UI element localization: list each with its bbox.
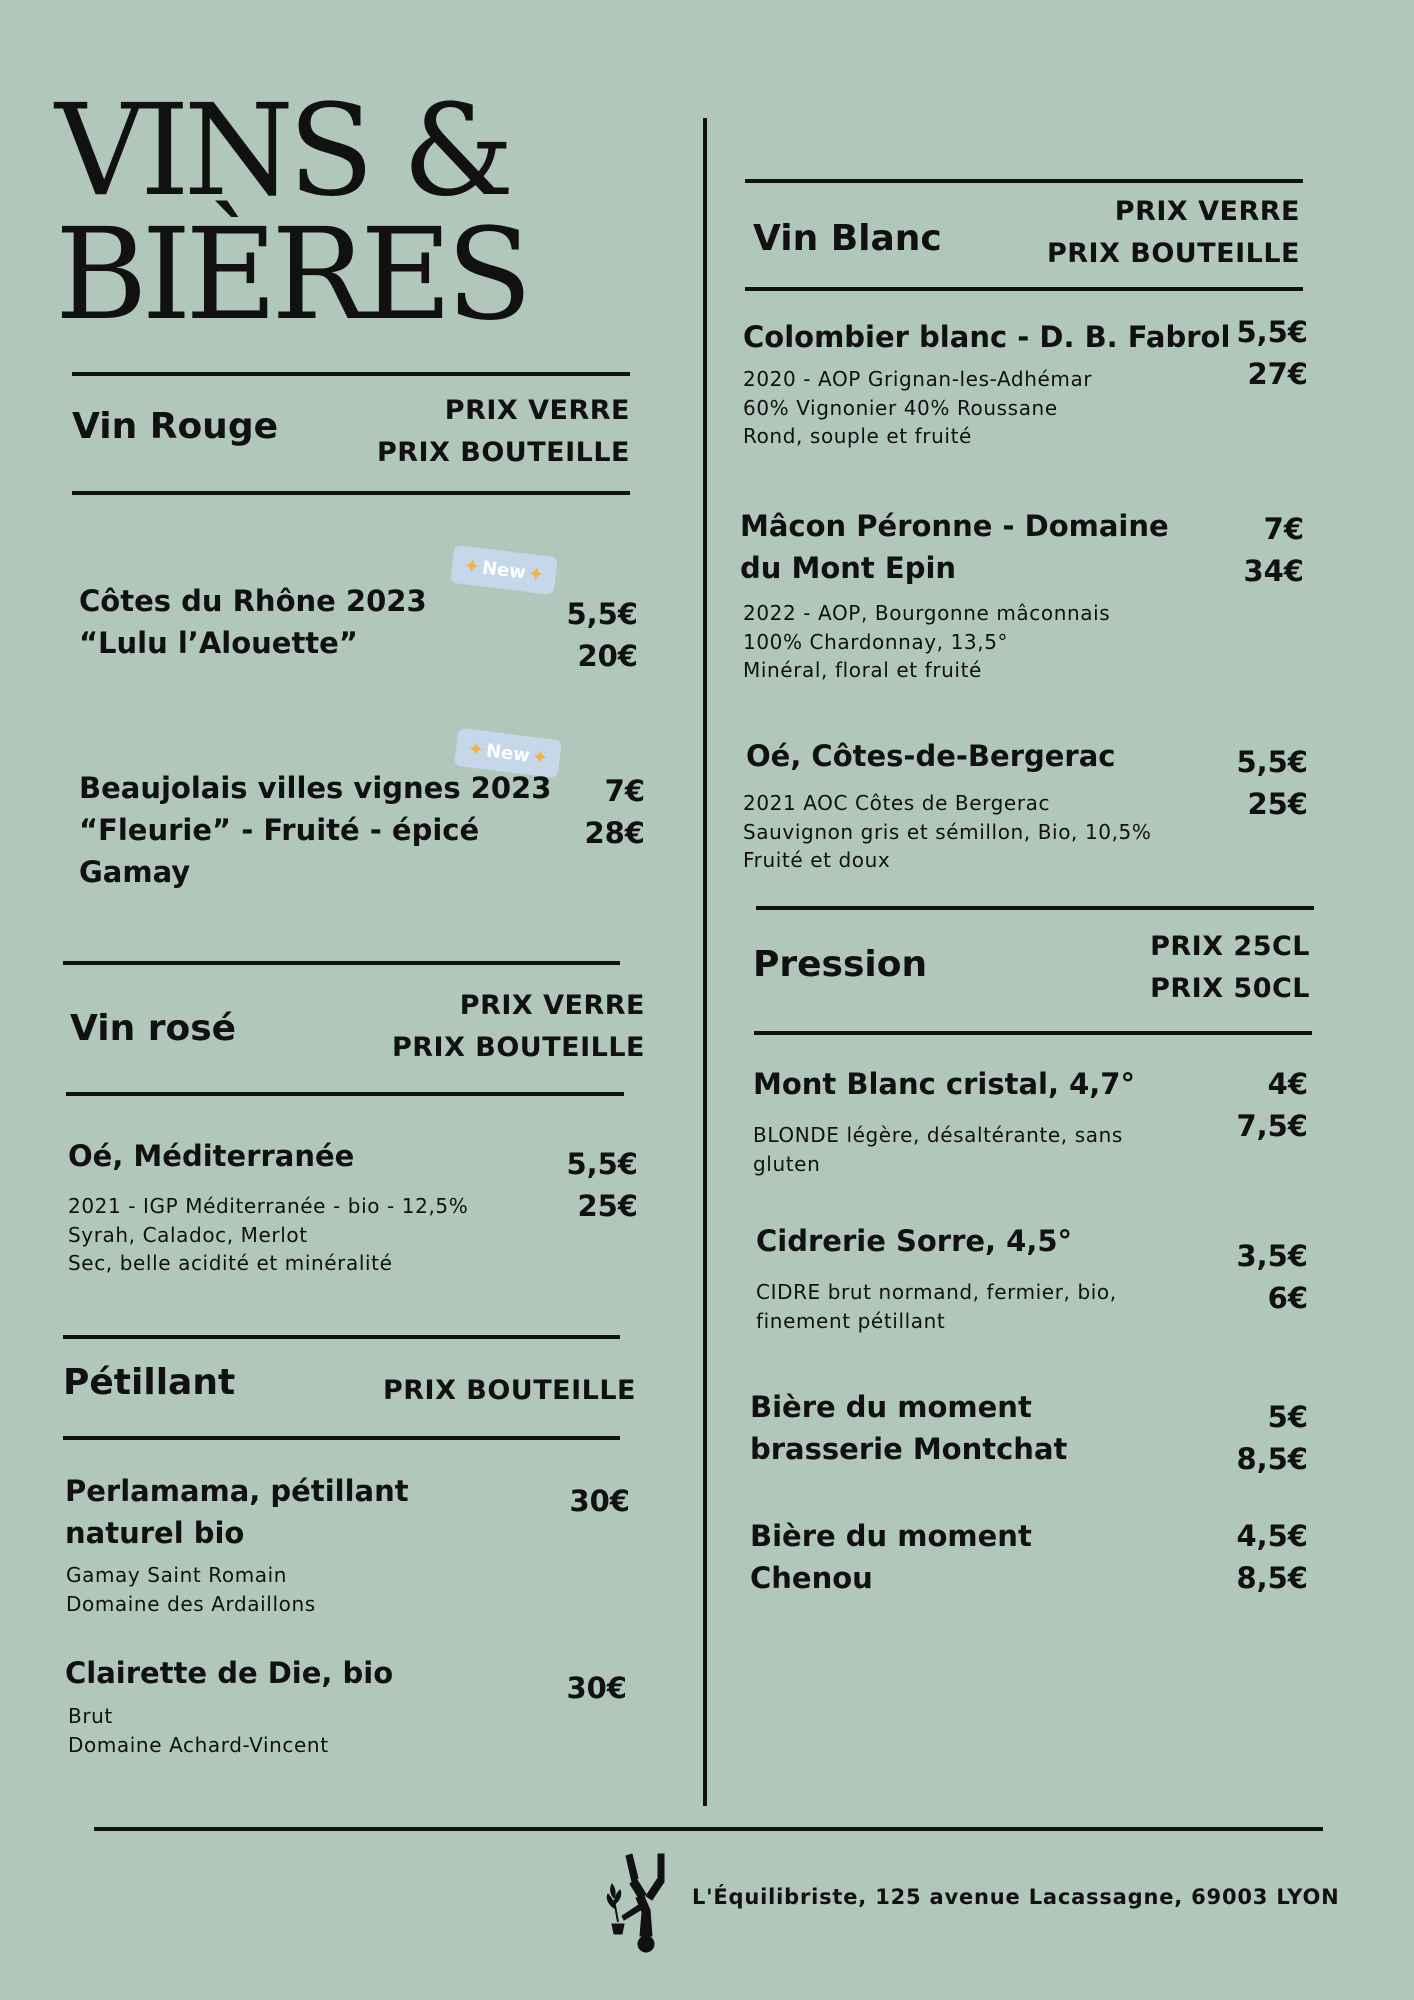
divider — [66, 1092, 624, 1096]
divider — [754, 1031, 1312, 1035]
wine-name — [65, 1652, 393, 1694]
price-header — [1010, 926, 1310, 1010]
wine-prices — [500, 593, 638, 677]
beer-description — [756, 1278, 1117, 1335]
beer-name — [753, 1063, 1135, 1105]
price-header-50cl: PRIX 50CL — [1150, 973, 1310, 1004]
wine-description-line: Domaine des Ardaillons — [66, 1591, 316, 1616]
wine-description-line: Rond, souple et fruité — [743, 424, 972, 448]
price-glass: 5,5€ — [566, 1147, 638, 1181]
price-glass: 7€ — [1263, 512, 1304, 546]
wine-description-line: Domaine Achard-Vincent — [68, 1732, 329, 1757]
wine-prices — [1210, 741, 1308, 825]
section-title-vin-rose: Vin rosé — [70, 1008, 237, 1049]
price-bottle: 30€ — [569, 1484, 630, 1518]
beer-prices — [1210, 1063, 1308, 1147]
wine-name — [740, 505, 1169, 589]
price-25cl: 4€ — [1267, 1067, 1308, 1101]
badge-label: New — [480, 556, 528, 584]
beer-description-line: finement pétillant — [756, 1308, 946, 1333]
wine-prices — [500, 1143, 638, 1227]
price-bottle: 28€ — [584, 816, 645, 850]
wine-description-line: 60% Vignonier 40% Roussane — [743, 395, 1058, 420]
sparkle-icon: ✦ — [462, 553, 482, 579]
beer-name — [750, 1386, 1067, 1470]
wine-name-line: Perlamama, pétillant — [65, 1474, 409, 1508]
price-header-bottle: PRIX BOUTEILLE — [391, 1032, 645, 1063]
wine-description — [68, 1702, 329, 1759]
wine-name — [743, 316, 1230, 358]
wine-name-line: du Mont Epin — [740, 551, 957, 585]
price-glass: 5,5€ — [566, 597, 638, 631]
price-header-25cl: PRIX 25CL — [1150, 931, 1310, 962]
price-header-glass: PRIX VERRE — [1114, 196, 1300, 227]
wine-description — [743, 789, 1151, 875]
wine-description-line: Syrah, Caladoc, Merlot — [68, 1222, 308, 1247]
price-header-bottle: PRIX BOUTEILLE — [1046, 238, 1300, 269]
wine-prices — [500, 1667, 627, 1709]
divider — [72, 372, 630, 376]
beer-name-line: Chenou — [750, 1561, 873, 1595]
beer-prices — [1210, 1235, 1308, 1319]
wine-description-line: 2020 - AOP Grignan-les-Adhémar — [743, 367, 1093, 391]
wine-description-line: 2021 - IGP Méditerranée - bio - 12,5% — [68, 1194, 469, 1218]
wine-name-line: Mâcon Péronne - Domaine — [740, 509, 1169, 543]
price-50cl: 7,5€ — [1236, 1109, 1308, 1143]
beer-description-line: BLONDE légère, désaltérante, sans — [753, 1123, 1123, 1147]
wine-description-line: Fruité et doux — [743, 848, 891, 872]
section-title-petillant: Pétillant — [63, 1362, 236, 1403]
price-50cl: 8,5€ — [1236, 1442, 1308, 1476]
sparkle-icon: ✦ — [530, 744, 550, 770]
price-header-glass: PRIX VERRE — [459, 990, 645, 1021]
wine-description-line: Gamay Saint Romain — [66, 1563, 288, 1587]
wine-name-line: Côtes du Rhône 2023 — [79, 584, 427, 618]
divider — [72, 491, 630, 495]
divider — [63, 961, 620, 965]
price-glass: 5,5€ — [1236, 315, 1308, 349]
wine-description — [743, 365, 1092, 451]
price-25cl: 5€ — [1267, 1400, 1308, 1434]
sparkle-icon: ✦ — [526, 561, 546, 587]
wine-name — [79, 767, 551, 893]
column-divider — [703, 118, 707, 1806]
wine-name-line: Clairette de Die, bio — [65, 1656, 394, 1690]
beer-prices — [1210, 1515, 1308, 1599]
wine-name — [746, 735, 1116, 777]
beer-description-line: CIDRE brut normand, fermier, bio, — [756, 1280, 1117, 1304]
price-bottle: 20€ — [577, 639, 638, 673]
wine-name-line: Beaujolais villes vignes 2023 — [79, 771, 552, 805]
wine-prices — [520, 770, 645, 854]
price-header-glass: PRIX VERRE — [444, 395, 630, 426]
badge-label: New — [484, 739, 532, 767]
beer-name-line: Mont Blanc cristal, 4,7° — [753, 1067, 1135, 1101]
price-header-bottle: PRIX BOUTEILLE — [382, 1375, 636, 1406]
wine-name-line: naturel bio — [65, 1516, 245, 1550]
beer-name-line: Bière du moment — [750, 1390, 1032, 1424]
wine-description-line: Brut — [68, 1704, 113, 1728]
wine-prices — [1210, 311, 1308, 395]
wine-description-line: 2021 AOC Côtes de Bergerac — [743, 791, 1051, 815]
price-header-bottle: PRIX BOUTEILLE — [376, 437, 630, 468]
divider — [745, 179, 1303, 183]
beer-name-line: Cidrerie Sorre, 4,5° — [756, 1224, 1073, 1258]
beer-name-line: Bière du moment — [750, 1519, 1032, 1553]
price-header — [336, 1370, 636, 1412]
divider — [63, 1335, 620, 1339]
divider — [756, 906, 1314, 910]
beer-prices — [1210, 1396, 1308, 1480]
beer-description-line: gluten — [753, 1151, 821, 1176]
wine-name-line: Oé, Côtes-de-Bergerac — [746, 739, 1116, 773]
wine-description — [743, 599, 1110, 685]
price-bottle: 27€ — [1247, 357, 1308, 391]
price-50cl: 6€ — [1267, 1281, 1308, 1315]
price-glass: 7€ — [604, 774, 645, 808]
price-bottle: 25€ — [1247, 787, 1308, 821]
wine-name: Oé, Méditerranée — [68, 1139, 355, 1173]
wine-name-line: “Fleurie” - Fruité - épicé — [79, 813, 480, 847]
wine-description — [68, 1192, 468, 1278]
wine-description-line: Sauvignon gris et sémillon, Bio, 10,5% — [743, 819, 1152, 844]
beer-description — [753, 1121, 1123, 1178]
wine-description-line: Sec, belle acidité et minéralité — [68, 1251, 393, 1275]
beer-name — [750, 1515, 1032, 1599]
wine-description-line: 2022 - AOP, Bourgonne mâconnais — [743, 601, 1111, 625]
new-badge — [450, 545, 558, 595]
wine-name-line: “Lulu l’Alouette” — [79, 626, 358, 660]
price-bottle: 25€ — [577, 1189, 638, 1223]
footer-divider — [94, 1827, 1323, 1831]
wine-name — [79, 580, 427, 664]
divider — [745, 287, 1303, 291]
price-25cl: 4,5€ — [1236, 1519, 1308, 1553]
divider — [63, 1436, 620, 1440]
section-title-pression: Pression — [753, 944, 928, 985]
section-title-vin-rouge: Vin Rouge — [72, 406, 278, 447]
menu-title-line2: BIÈRES — [55, 201, 527, 348]
wine-description — [66, 1561, 316, 1618]
beer-name-line: brasserie Montchat — [750, 1432, 1068, 1466]
price-bottle: 30€ — [566, 1671, 627, 1705]
price-header — [345, 985, 645, 1069]
wine-name-line: Colombier blanc - D. B. Fabrol — [743, 320, 1231, 354]
wine-description-line: Minéral, floral et fruité — [743, 658, 982, 682]
price-header — [330, 390, 630, 474]
section-title-vin-blanc: Vin Blanc — [753, 218, 942, 259]
price-glass: 5,5€ — [1236, 745, 1308, 779]
price-50cl: 8,5€ — [1236, 1561, 1308, 1595]
acrobat-logo-icon — [600, 1848, 670, 1960]
wine-description-line: 100% Chardonnay, 13,5° — [743, 629, 1009, 654]
wine-name — [65, 1470, 409, 1554]
restaurant-address: L'Équilibriste, 125 avenue Lacassagne, 69003 LYON — [692, 1885, 1340, 1909]
beer-name — [756, 1220, 1072, 1262]
wine-name-line: Gamay — [79, 855, 191, 889]
sparkle-icon: ✦ — [466, 736, 486, 762]
price-bottle: 34€ — [1243, 554, 1304, 588]
wine-prices — [500, 1480, 630, 1522]
price-25cl: 3,5€ — [1236, 1239, 1308, 1273]
wine-prices — [1210, 508, 1304, 592]
price-header — [1000, 191, 1300, 275]
menu-title-line1: VINS & — [55, 77, 509, 224]
